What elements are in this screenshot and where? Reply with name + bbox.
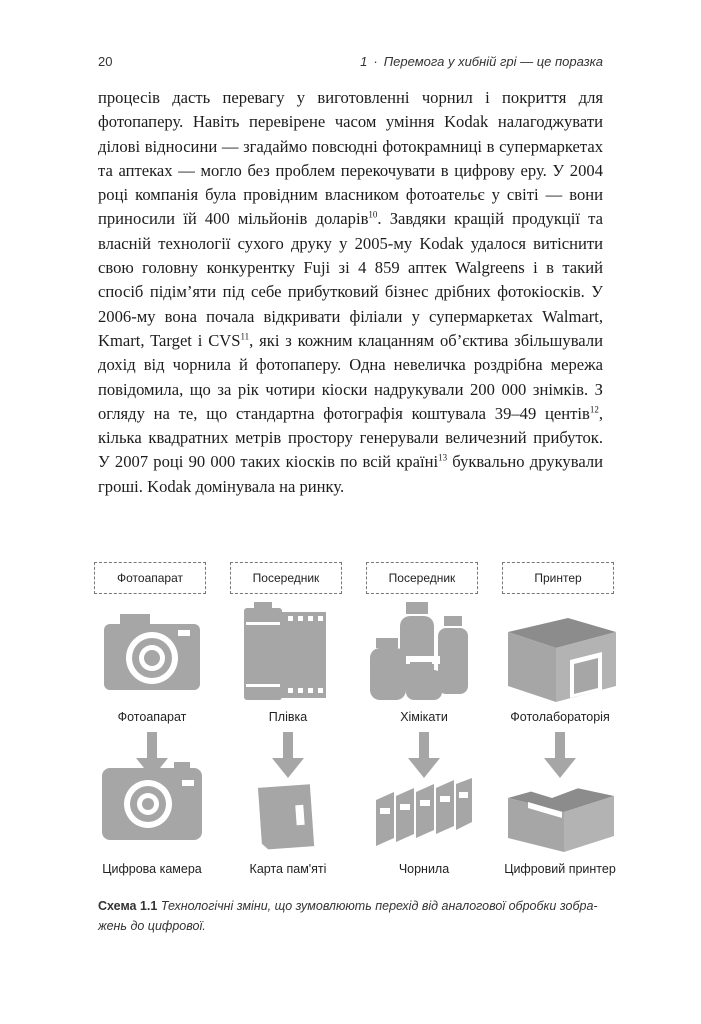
analog-label: Плівка <box>268 710 308 724</box>
digital-label: Карта пам'яті <box>249 862 327 876</box>
diagram-tag: Фотоапарат <box>94 562 206 594</box>
text-segment: , кілька квадратних метрів простору генерували величезний прибуток. У 2007 році 90 000 таких кіосків по всій країні <box>98 403 603 472</box>
text-segment: . Завдяки кращій продукції та власній технології сухого друку у 2005-му Kodak удалося витіснити свою головну конкурентку Fuji зі 4 859 аптек Walgreens і в такий спосіб підім’яти під себе прибутковий бізнес дрібних фотокіосків. У 2006-му вона почала відкривати філіали у супермаркетах Walmart, Kmart, Target і CVS <box>98 209 603 350</box>
caption-text: Технологічні зміни, що зумовлюють перехід від аналогової обробки зображень до цифрової. <box>98 899 598 933</box>
analog-label: Хімікати <box>400 710 448 724</box>
diagram-column-film <box>226 558 350 888</box>
digital-label: Цифрова камера <box>102 862 202 876</box>
memory-card-icon <box>226 756 350 856</box>
digital-printer-icon <box>498 756 622 856</box>
photo-lab-icon <box>498 598 622 708</box>
diagram-tag: Принтер <box>502 562 614 594</box>
ink-cartridges-icon <box>362 756 486 856</box>
separator: · <box>373 54 378 69</box>
chapter-title: Перемога у хибній грі — це поразка <box>383 54 603 69</box>
text-segment: процесів дасть перевагу у виготовленні чорнил і покриття для фотопаперу. Навіть перевірене часом уміння Kodak налагоджувати ділові відносини — згадаймо повсюдні фотокрамниці в супермаркетах та аптеках — могло без проблем перекочувати в цифрову еру. У 2004 році компанія була провідним власником фотоательє у світі — вони приносили їй 400 мільйонів доларів <box>98 88 603 229</box>
footnote-ref[interactable]: 10 <box>368 209 378 220</box>
film-camera-icon <box>90 598 214 708</box>
digital-label: Чорнила <box>398 862 450 876</box>
body-text <box>98 86 603 499</box>
page-number: 20 <box>98 54 113 69</box>
analog-label: Фотолабораторія <box>510 710 610 724</box>
caption-label: Схема 1.1 <box>98 899 158 913</box>
diagram-column-chemicals <box>362 558 486 888</box>
diagram-tag: Посередник <box>366 562 478 594</box>
text-segment: буквально друкували гроші. Kodak домінувала на ринку. <box>98 452 603 496</box>
footnote-ref[interactable]: 11 <box>240 331 250 342</box>
paragraph <box>98 86 603 499</box>
text-segment: , які з кожним клацанням об’єктива збільшували дохід від чорнила й фотопаперу. Одна невеличка роздрібна мережа повідомила, що за рік чотири кіоски надрукували 200 000 знімків. З огляду на те, що стандартна фотографія коштувала 39–49 центів <box>98 330 603 423</box>
diagram-column-printer <box>498 558 622 888</box>
diagram-figure <box>90 558 620 888</box>
page-header <box>98 50 603 74</box>
digital-label: Цифровий принтер <box>504 862 616 876</box>
analog-label: Фотоапарат <box>117 710 187 724</box>
digital-camera-icon <box>90 756 214 856</box>
diagram-tag: Посередник <box>230 562 342 594</box>
chapter-number: 1 <box>360 54 368 69</box>
diagram-column-camera <box>90 558 214 888</box>
running-head <box>360 54 603 69</box>
figure-caption <box>98 896 608 936</box>
film-roll-icon <box>226 598 350 708</box>
footnote-ref[interactable]: 12 <box>589 404 599 415</box>
footnote-ref[interactable]: 13 <box>438 452 448 463</box>
chemical-bottles-icon <box>362 598 486 708</box>
